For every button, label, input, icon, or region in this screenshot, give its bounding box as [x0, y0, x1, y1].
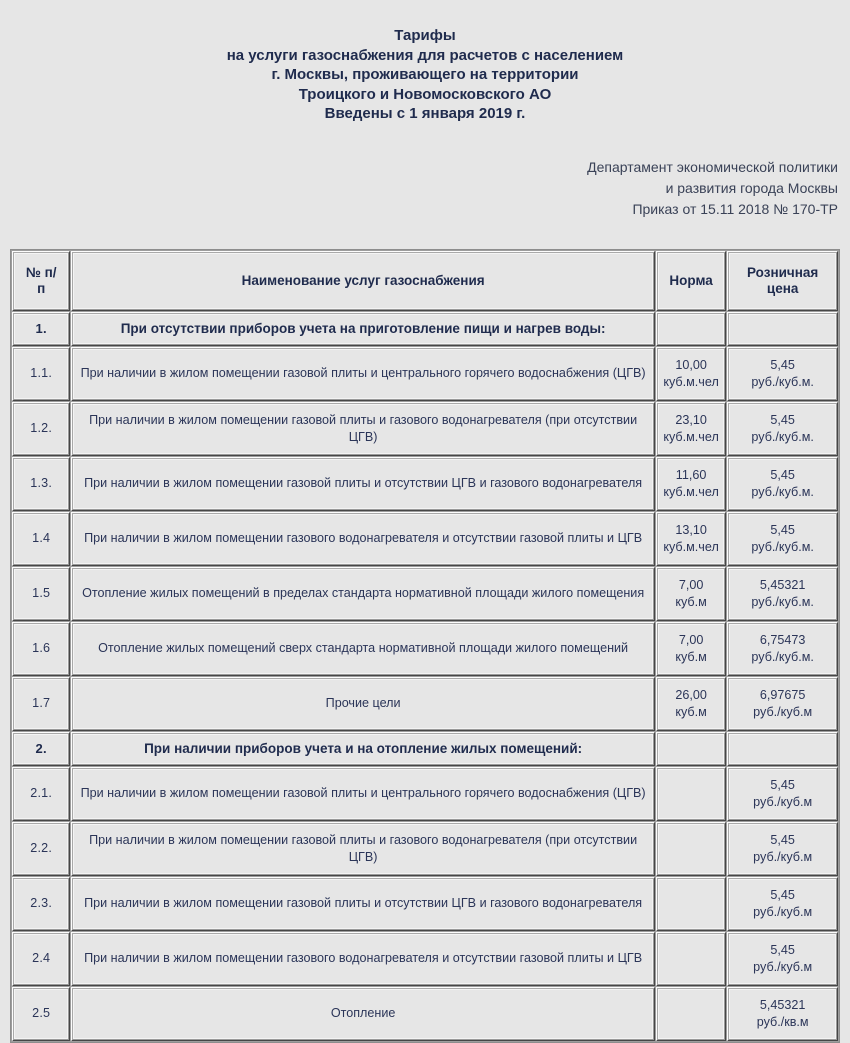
row-number-cell: 1.4 [12, 512, 70, 566]
norm-cell [656, 932, 726, 986]
retail-price-cell [727, 987, 838, 1041]
retail-price-cell [727, 877, 838, 931]
table-row [12, 347, 838, 401]
retail-price-cell [727, 767, 838, 821]
price-unit: руб./куб.м. [751, 429, 814, 444]
norm-value: 7,00 [678, 578, 704, 592]
price-value: 5,45321 [759, 998, 806, 1012]
price-unit: руб./куб.м [753, 794, 813, 809]
price-value: 5,45 [770, 523, 795, 537]
norm-cell [656, 347, 726, 401]
row-number-cell: 1.6 [12, 622, 70, 676]
row-number-cell: 1.1. [12, 347, 70, 401]
price-unit: руб./куб.м [753, 704, 813, 719]
norm-cell [656, 677, 726, 731]
retail-price-cell [727, 732, 838, 766]
row-number-cell: 2.1. [12, 767, 70, 821]
row-number-cell: 1.3. [12, 457, 70, 511]
table-row [12, 457, 838, 511]
price-unit: руб./куб.м. [751, 539, 814, 554]
norm-cell [656, 457, 726, 511]
retail-price-cell [727, 312, 838, 346]
retail-price-cell [727, 932, 838, 986]
norm-cell [656, 822, 726, 876]
retail-price-cell [727, 457, 838, 511]
norm-value: 23,10 [675, 413, 707, 427]
price-unit: руб./куб.м. [751, 484, 814, 499]
service-name-cell: При наличии в жилом помещении газовой плиты и газового водонагревателя (при отсутствии ЦГВ) [71, 402, 655, 456]
order-reference: Приказ от 15.11 2018 № 170-ТР [632, 200, 838, 217]
table-header-row [12, 251, 838, 311]
table-row [12, 877, 838, 931]
column-header-norm: Норма [656, 251, 726, 311]
title-line-4: Троицкого и Новомосковского АО [298, 85, 552, 103]
row-number-cell: 1.7 [12, 677, 70, 731]
department-attribution [0, 124, 850, 220]
service-name-cell: При наличии в жилом помещении газового водонагревателя и отсутствии газовой плиты и ЦГВ [71, 512, 655, 566]
price-unit: руб./куб.м [753, 904, 813, 919]
title-line-1: Тарифы [394, 27, 456, 44]
norm-unit: куб.м [675, 649, 707, 664]
price-value: 6,75473 [759, 633, 806, 647]
row-number-cell: 2.5 [12, 987, 70, 1041]
price-value: 5,45 [770, 888, 795, 902]
norm-cell [656, 987, 726, 1041]
norm-cell [656, 567, 726, 621]
row-number-cell: 1. [12, 312, 70, 346]
norm-unit: куб.м.чел [663, 539, 719, 554]
service-name-cell: При наличии в жилом помещении газовой плиты и отсутствии ЦГВ и газового водонагревателя [71, 457, 655, 511]
retail-price-cell [727, 347, 838, 401]
row-number-cell: 2.2. [12, 822, 70, 876]
table-row [12, 987, 838, 1041]
service-name-cell: При наличии в жилом помещении газовой плиты и газового водонагревателя (при отсутствии ЦГВ) [71, 822, 655, 876]
service-name-cell: При отсутствии приборов учета на приготовление пищи и нагрев воды: [71, 312, 655, 346]
row-number-cell: 1.5 [12, 567, 70, 621]
service-name-cell: Отопление жилых помещений сверх стандарта нормативной площади жилого помещений [71, 622, 655, 676]
norm-cell [656, 512, 726, 566]
norm-value: 13,10 [675, 523, 707, 537]
table-row [12, 677, 838, 731]
norm-unit: куб.м [675, 704, 707, 719]
table-body [12, 312, 838, 1041]
title-line-2: на услуги газоснабжения для расчетов с населением [226, 46, 624, 64]
norm-value: 10,00 [675, 358, 707, 372]
price-unit: руб./куб.м [753, 849, 813, 864]
price-value: 5,45 [770, 358, 795, 372]
table-row [12, 932, 838, 986]
norm-value: 7,00 [678, 633, 704, 647]
table-section-row [12, 312, 838, 346]
price-value: 5,45 [770, 943, 795, 957]
retail-price-cell [727, 402, 838, 456]
price-unit: руб./куб.м. [751, 594, 814, 609]
price-value: 5,45 [770, 778, 795, 792]
price-unit: руб./куб.м. [751, 649, 814, 664]
service-name-cell: Отопление [71, 987, 655, 1041]
price-value: 5,45 [770, 833, 795, 847]
retail-price-cell [727, 512, 838, 566]
column-header-number-line1: № п/ [25, 264, 57, 280]
column-header-retail-price [727, 251, 838, 311]
table-row [12, 622, 838, 676]
price-value: 5,45 [770, 468, 795, 482]
table-row [12, 567, 838, 621]
retail-price-cell [727, 677, 838, 731]
tariff-table-container [0, 220, 850, 1043]
service-name-cell: При наличии приборов учета и на отопление жилых помещений: [71, 732, 655, 766]
norm-cell [656, 877, 726, 931]
retail-price-cell [727, 822, 838, 876]
service-name-cell: Отопление жилых помещений в пределах стандарта нормативной площади жилого помещения [71, 567, 655, 621]
table-row [12, 402, 838, 456]
price-unit: руб./куб.м. [751, 374, 814, 389]
row-number-cell: 2.4 [12, 932, 70, 986]
norm-value: 11,60 [675, 468, 707, 482]
column-header-service-name: Наименование услуг газоснабжения [71, 251, 655, 311]
norm-cell [656, 312, 726, 346]
department-line-2: и развития города Москвы [665, 179, 838, 196]
norm-cell [656, 622, 726, 676]
norm-value: 26,00 [675, 688, 707, 702]
service-name-cell: Прочие цели [71, 677, 655, 731]
norm-unit: куб.м.чел [663, 429, 719, 444]
table-row [12, 822, 838, 876]
column-header-price-line2: цена [766, 280, 799, 296]
norm-unit: куб.м.чел [663, 484, 719, 499]
norm-unit: куб.м.чел [663, 374, 719, 389]
column-header-number [12, 251, 70, 311]
tariff-table [10, 249, 840, 1043]
title-line-5: Введены с 1 января 2019 г. [324, 105, 526, 122]
retail-price-cell [727, 622, 838, 676]
retail-price-cell [727, 567, 838, 621]
table-header [12, 251, 838, 311]
page-title [0, 0, 850, 124]
service-name-cell: При наличии в жилом помещении газовой плиты и центрального горячего водоснабжения (ЦГВ) [71, 767, 655, 821]
price-value: 5,45321 [759, 578, 806, 592]
norm-cell [656, 402, 726, 456]
title-line-3: г. Москвы, проживающего на территории [271, 66, 579, 83]
table-row [12, 512, 838, 566]
table-section-row [12, 732, 838, 766]
price-value: 6,97675 [759, 688, 806, 702]
service-name-cell: При наличии в жилом помещении газовой плиты и центрального горячего водоснабжения (ЦГВ) [71, 347, 655, 401]
price-unit: руб./кв.м [756, 1014, 809, 1029]
table-row [12, 767, 838, 821]
norm-unit: куб.м [675, 594, 707, 609]
norm-cell [656, 732, 726, 766]
column-header-price-line1: Розничная [747, 264, 819, 280]
price-value: 5,45 [770, 413, 795, 427]
column-header-number-line2: п [37, 280, 46, 296]
row-number-cell: 1.2. [12, 402, 70, 456]
service-name-cell: При наличии в жилом помещении газовой плиты и отсутствии ЦГВ и газового водонагревателя [71, 877, 655, 931]
price-unit: руб./куб.м [753, 959, 813, 974]
row-number-cell: 2.3. [12, 877, 70, 931]
department-line-1: Департамент экономической политики [587, 158, 838, 175]
row-number-cell: 2. [12, 732, 70, 766]
norm-cell [656, 767, 726, 821]
service-name-cell: При наличии в жилом помещении газового водонагревателя и отсутствии газовой плиты и ЦГВ [71, 932, 655, 986]
